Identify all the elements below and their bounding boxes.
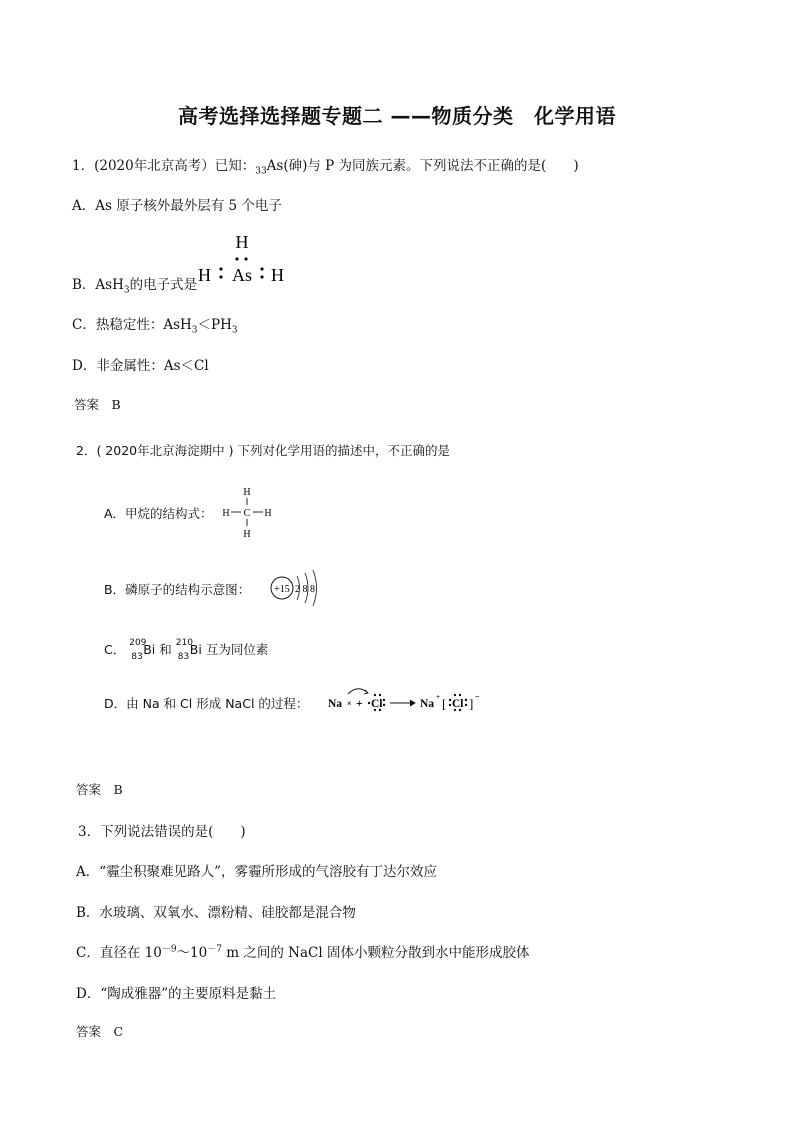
q3-c-rest: m 之间的 NaCl 固体小颗粒分散到水中能形成胶体 [221,945,530,961]
q3-c-prefix: C．直径在 10 [76,945,162,961]
methane-h-bottom: H [243,529,251,540]
q1-c-sub2: 3 [231,325,238,336]
q2-answer: 答案 B [76,782,123,797]
methane-c: C [243,508,251,519]
bi210-atomic: 83 [177,651,190,662]
svg-text:[: [ [442,696,447,711]
q1-option-c [72,313,238,336]
ash3-h-left: H [198,265,211,285]
q1-option-d: D．非金属性：As＜Cl [72,358,209,374]
bi210-nuclide-label [175,637,193,662]
svg-text:]: ] [469,696,474,711]
nacl-formation-diagram [326,684,484,718]
q2-option-d-label: D．由 Na 和 Cl 形成 NaCl 的过程： [104,696,309,711]
q1-c-prefix: C．热稳定性：AsH [72,317,192,333]
nacl-cl-ion: Cl [452,698,464,710]
q1-stem [72,154,579,177]
q3-c-sup1: －9 [161,944,177,955]
q3-stem: 3．下列说法错误的是( ) [78,824,246,840]
q1-answer: 答案 B [74,397,121,412]
q3-option-d: D．“陶成雅器”的主要原料是黏土 [76,986,277,1002]
q1-stem-sub: 33 [255,166,267,177]
nacl-cl: Cl [371,698,383,710]
nacl-na-charge: + [436,693,440,701]
q3-c-sup2: －7 [207,944,222,955]
ash3-as: As [231,265,253,285]
q3-option-c [76,941,529,961]
q1-c-sub1: 3 [191,325,198,336]
bi209-atomic: 83 [131,651,143,662]
methane-h-left: H [222,508,230,519]
q2-c-text: 互为同位素 [205,642,269,657]
q3-option-b: B．水玻璃、双氧水、漂粉精、硅胶都是混合物 [76,905,356,921]
q3-c-mid: ～10 [176,945,208,961]
page-title: 高考选择选择题专题二 ——物质分类 化学用语 [178,104,616,128]
q2-option-a-label: A．甲烷的结构式： [104,506,213,521]
q2-stem: 2．( 2020年北京海淀期中 ) 下列对化学用语的描述中，不正确的是 [76,443,450,458]
ash3-electron-formula [196,230,296,290]
q1-stem-rest: As(砷)与 P 为同族元素。下列说法不正确的是( ) [266,158,579,174]
ash3-h-right: H [271,265,284,285]
q1-c-mid: ＜PH [197,317,232,333]
q2-c-label: C． [104,642,126,657]
bi209-nuclide-label [129,637,147,662]
methane-h-right: H [264,508,272,519]
q1-b-suffix: 的电子式是 [129,277,198,293]
q1-b-prefix: B．AsH [72,277,124,293]
svg-text:×: × [347,699,352,708]
bi209-mass: 209 [129,637,147,648]
q2-option-c [104,637,269,662]
nacl-na-ion: Na [420,698,435,710]
phosphorus-atom-diagram [266,568,328,610]
nacl-cl-charge: − [475,692,480,701]
q1-b-sub: 3 [123,285,130,296]
q2-option-b-label: B．磷原子的结构示意图： [104,582,251,597]
q1-option-a: A．As 原子核外最外层有 5 个电子 [72,198,282,214]
nacl-plus: + [356,698,363,710]
methane-h-top: H [243,487,251,498]
bi209-symbol: Bi [143,642,156,657]
bi210-symbol: Bi [189,642,202,657]
q3-answer: 答案 C [76,1024,124,1039]
q2-c-and: 和 [159,642,172,657]
q1-option-b [72,273,197,296]
methane-structural-formula [222,484,274,540]
nacl-na: Na [328,698,343,710]
ash3-h-top: H [235,232,249,252]
bi210-mass: 210 [175,637,193,648]
q1-stem-prefix: 1．(2020年北京高考）已知： [72,158,256,174]
phosphorus-shells: 2 8 8 [295,584,315,595]
q3-option-a: A．“霾尘积聚难见路人”，雾霾所形成的气溶胶有丁达尔效应 [76,864,438,880]
phosphorus-nucleus: +15 [274,584,290,595]
